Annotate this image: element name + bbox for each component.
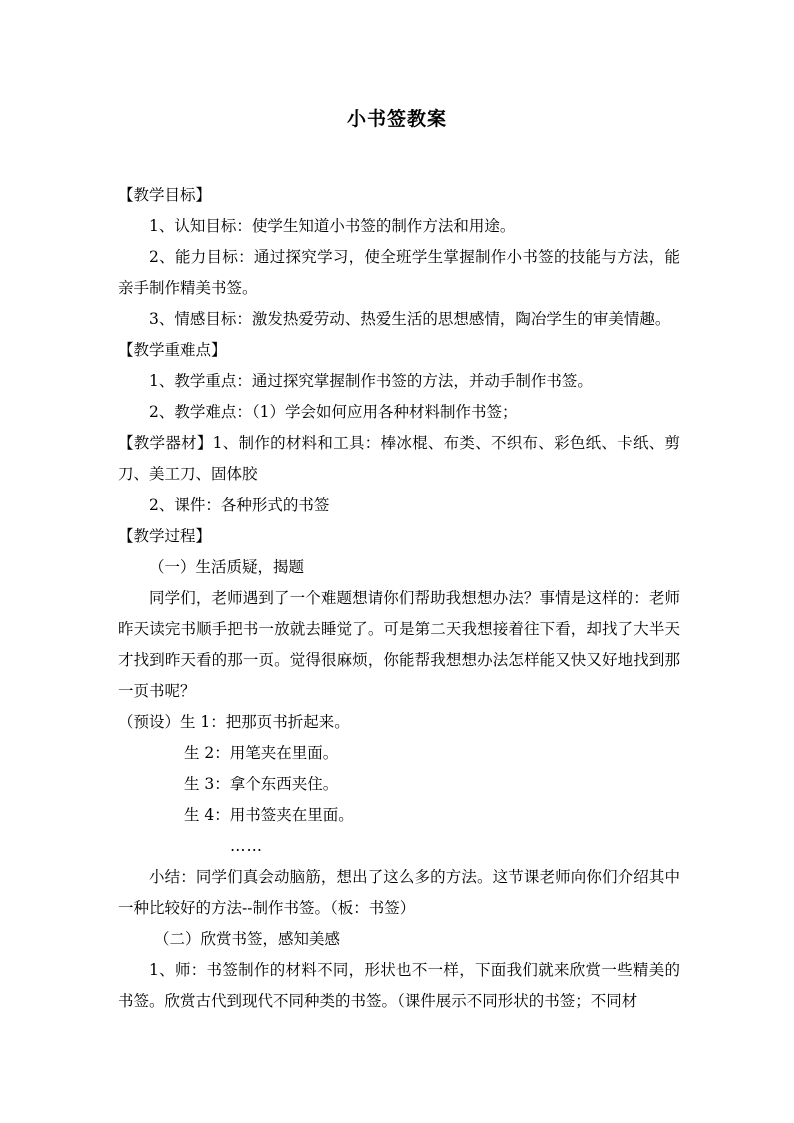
key-points-heading: 【教学重难点】 [118, 341, 227, 359]
preset-answer-4: 生 4：用书签夹在里面。 [184, 806, 354, 824]
preset-answer-1: （预设）生 1：把那页书折起来。 [118, 713, 350, 731]
equipment-paragraph: 【教学器材】1、制作的材料和工具：棒冰棍、布类、不织布、彩色纸、卡纸、剪刀、美工刀、固体胶 [118, 434, 680, 483]
objective-3: 3、情感目标：激发热爱劳动、热爱生活的思想感情，陶冶学生的审美情趣。 [149, 310, 671, 328]
story-paragraph: 同学们，老师遇到了一个难题想请你们帮助我想想办法？事情是这样的：老师昨天读完书顺手把书一放就去睡觉了。可是第二天我想接着往下看，却找了大半天才找到昨天看的那一页。觉得很麻烦，你能帮我想想办法怎样能又快又好地找到那一页书呢？ [118, 589, 680, 700]
ellipsis: …… [230, 837, 263, 855]
objective-1: 1、认知目标：使学生知道小书签的制作方法和用途。 [149, 217, 516, 235]
objectives-heading: 【教学目标】 [118, 186, 212, 204]
section-1-heading: （一）生活质疑，揭题 [149, 558, 305, 576]
preset-answer-3: 生 3：拿个东西夹住。 [184, 775, 339, 793]
preset-answer-2: 生 2：用笔夹在里面。 [184, 744, 339, 762]
difficult-point: 2、教学难点：（1）学会如何应用各种材料制作书签； [149, 403, 518, 421]
key-point: 1、教学重点：通过探究掌握制作书签的方法，并动手制作书签。 [149, 372, 593, 390]
appreciate-paragraph: 1、师：书签制作的材料不同，形状也不一样，下面我们就来欣赏一些精美的书签。欣赏古代到现代不同种类的书签。（课件展示不同形状的书签；不同材 [118, 961, 680, 1010]
objective-2: 2、能力目标：通过探究学习，使全班学生掌握制作小书签的技能与方法，能亲手制作精美书签。 [118, 248, 680, 297]
document-body [118, 180, 680, 1017]
section-2-heading: （二）欣赏书签，感知美感 [154, 930, 341, 948]
summary-paragraph: 小结：同学们真会动脑筋，想出了这么多的方法。这节课老师向你们介绍其中一种比较好的方法--制作书签。（板：书签） [118, 868, 680, 917]
document-title: 小书签教案 [346, 108, 447, 130]
equipment-courseware: 2、课件：各种形式的书签 [149, 496, 330, 514]
process-heading: 【教学过程】 [118, 527, 212, 545]
